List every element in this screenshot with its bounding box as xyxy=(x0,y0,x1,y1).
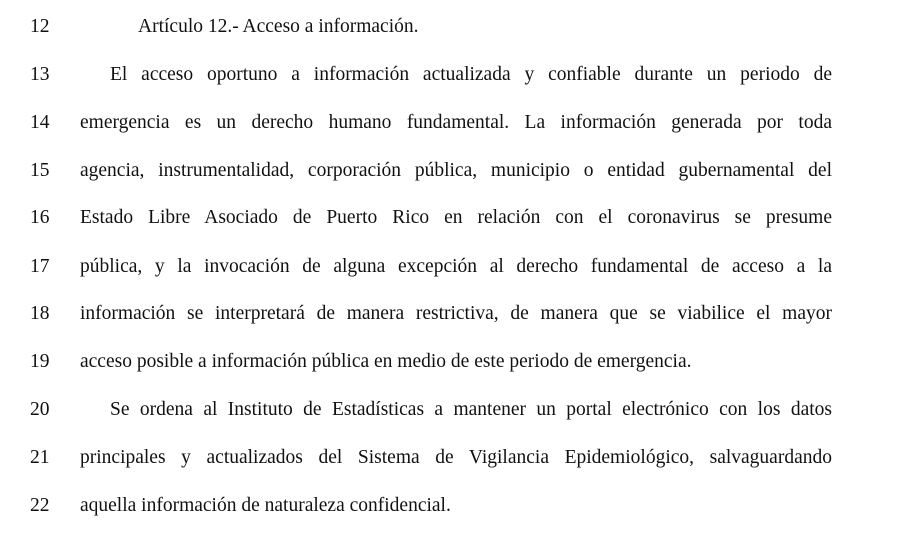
line-text: aquella información de naturaleza confidencial. xyxy=(80,495,451,516)
document-line xyxy=(0,490,916,522)
line-text: principales y actualizados del Sistema de Vigilancia Epidemiológico, salvaguardando xyxy=(80,447,832,468)
document-line xyxy=(0,346,916,378)
line-text: pública, y la invocación de alguna excepción al derecho fundamental de acceso a la xyxy=(80,256,832,277)
document-line xyxy=(0,11,916,43)
line-text: Se ordena al Instituto de Estadísticas a mantener un portal electrónico con los datos xyxy=(110,399,832,420)
line-number: 14 xyxy=(30,112,50,133)
line-number: 12 xyxy=(30,16,50,37)
document-line xyxy=(0,251,916,283)
line-text: agencia, instrumentalidad, corporación pública, municipio o entidad gubernamental del xyxy=(80,160,832,181)
line-number: 20 xyxy=(30,399,50,420)
line-text: El acceso oportuno a información actualizada y confiable durante un periodo de xyxy=(110,64,832,85)
document-line xyxy=(0,59,916,91)
line-text: acceso posible a información pública en medio de este periodo de emergencia. xyxy=(80,351,692,372)
document-line xyxy=(0,155,916,187)
document-line xyxy=(0,298,916,330)
document-line xyxy=(0,394,916,426)
document-line xyxy=(0,202,916,234)
line-number: 22 xyxy=(30,495,50,516)
line-number: 19 xyxy=(30,351,50,372)
line-number: 21 xyxy=(30,447,50,468)
line-text: información se interpretará de manera restrictiva, de manera que se viabilice el mayor xyxy=(80,303,832,324)
line-text: Estado Libre Asociado de Puerto Rico en relación con el coronavirus se presume xyxy=(80,207,832,228)
line-number: 15 xyxy=(30,160,50,181)
line-number: 16 xyxy=(30,207,50,228)
line-number: 17 xyxy=(30,256,50,277)
line-number: 13 xyxy=(30,64,50,85)
line-text: emergencia es un derecho humano fundamental. La información generada por toda xyxy=(80,112,832,133)
document-line xyxy=(0,442,916,474)
article-heading: Artículo 12.- Acceso a información. xyxy=(138,16,419,37)
line-number: 18 xyxy=(30,303,50,324)
document-line xyxy=(0,107,916,139)
